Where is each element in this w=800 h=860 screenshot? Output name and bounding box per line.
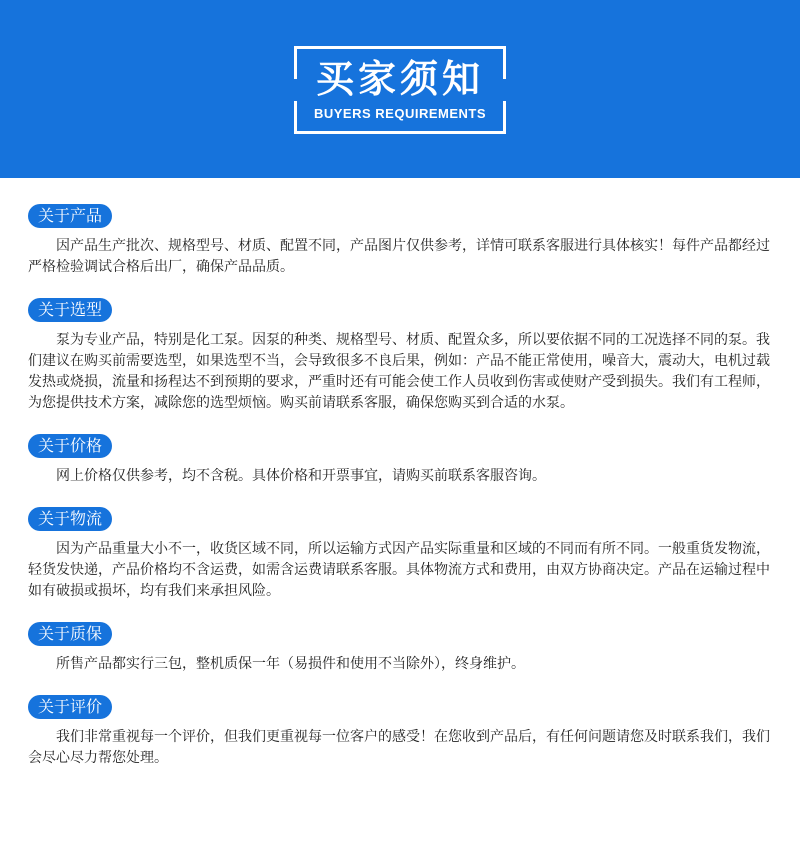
section-text: 泵为专业产品，特别是化工泵。因泵的种类、规格型号、材质、配置众多，所以要依据不同的工况选择不同的泵。我们建议在购买前需要选型，如果选型不当，会导致很多不良后果，例如：产品不能正常使用，噪音大，震动大，电机过载发热或烧损，流量和扬程达不到预期的要求，严重时还有可能会使工作人员收到伤害或使财产受到损失。我们有工程师，为您提供技术方案，减除您的选型烦恼。购买前请联系客服，确保您购买到合适的水泵。 bbox=[28, 332, 770, 411]
section-price bbox=[28, 434, 770, 487]
section-review bbox=[28, 695, 770, 769]
section-badge: 关于物流 bbox=[28, 507, 112, 531]
section-text: 所售产品都实行三包，整机质保一年（易损件和使用不当除外），终身维护。 bbox=[56, 656, 525, 672]
section-text: 因为产品重量大小不一，收货区域不同，所以运输方式因产品实际重量和区域的不同而有所不同。一般重货发物流，轻货发快递，产品价格均不含运费，如需含运费请联系客服。具体物流方式和费用，由双方协商决定。产品在运输过程中如有破损或损坏，均有我们来承担风险。 bbox=[28, 541, 770, 599]
frame-line-top bbox=[328, 46, 472, 49]
title-frame bbox=[294, 46, 506, 134]
header-banner bbox=[0, 0, 800, 178]
notice-content bbox=[0, 178, 800, 769]
section-badge: 关于价格 bbox=[28, 434, 112, 458]
section-text: 我们非常重视每一个评价，但我们更重视每一位客户的感受！在您收到产品后，有任何问题请您及时联系我们，我们会尽心尽力帮您处理。 bbox=[28, 729, 770, 766]
frame-line-bottom bbox=[328, 131, 472, 134]
section-product bbox=[28, 204, 770, 278]
section-text: 网上价格仅供参考，均不含税。具体价格和开票事宜，请购买前联系客服咨询。 bbox=[56, 468, 546, 484]
section-badge: 关于产品 bbox=[28, 204, 112, 228]
section-logistics bbox=[28, 507, 770, 602]
page-subtitle: BUYERS REQUIREMENTS bbox=[313, 106, 487, 121]
section-badge: 关于评价 bbox=[28, 695, 112, 719]
section-badge: 关于选型 bbox=[28, 298, 112, 322]
page-title: 买家须知 bbox=[315, 57, 484, 101]
section-warranty bbox=[28, 622, 770, 675]
section-selection bbox=[28, 298, 770, 414]
section-badge: 关于质保 bbox=[28, 622, 112, 646]
section-text: 因产品生产批次、规格型号、材质、配置不同，产品图片仅供参考，详情可联系客服进行具体核实！每件产品都经过严格检验调试合格后出厂，确保产品品质。 bbox=[28, 238, 770, 275]
